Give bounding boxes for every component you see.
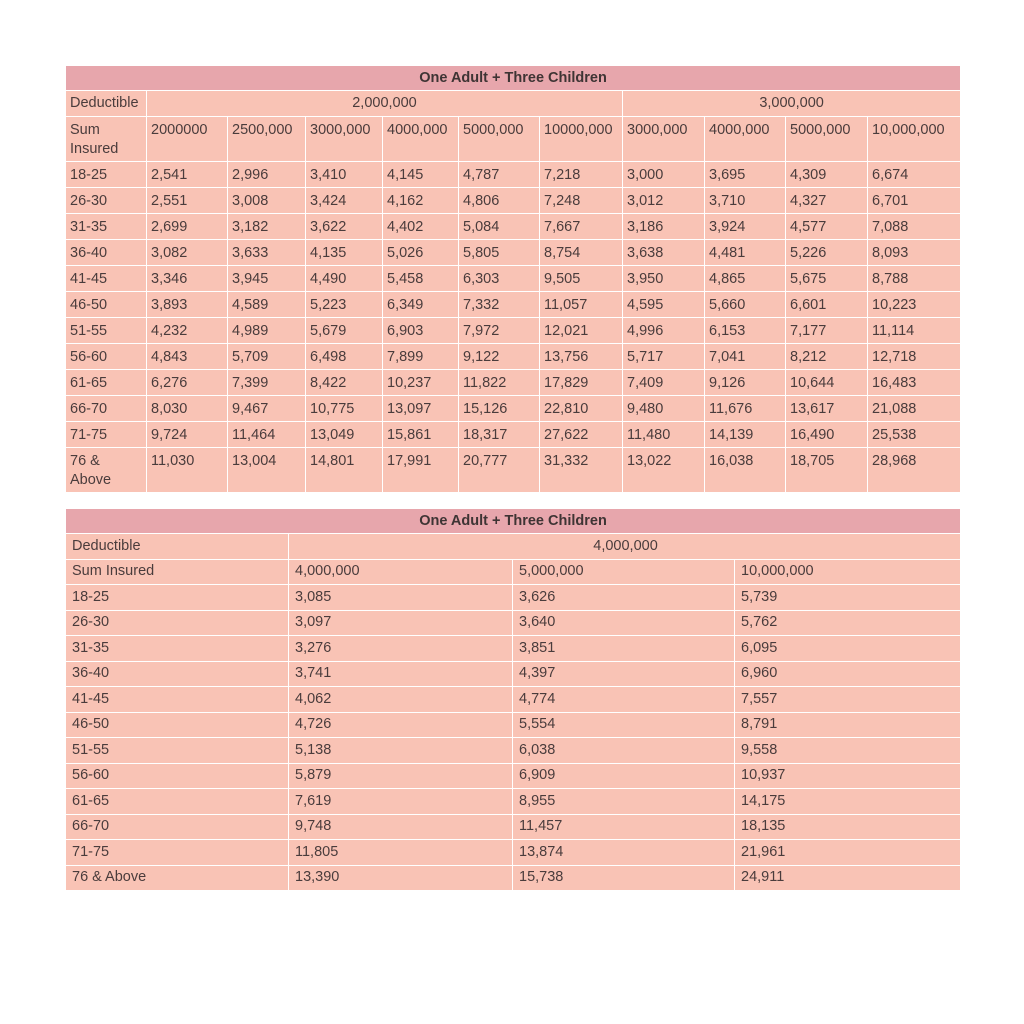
table-row	[66, 712, 961, 738]
premium-cell: 4,397	[513, 661, 735, 687]
age-band: 51-55	[66, 738, 289, 764]
premium-cell: 4,865	[705, 266, 786, 292]
premium-cell: 5,879	[289, 763, 513, 789]
premium-cell: 5,762	[735, 610, 961, 636]
age-band: 51-55	[66, 318, 147, 344]
premium-cell: 15,861	[383, 422, 459, 448]
premium-cell: 18,705	[786, 448, 868, 493]
premium-cell: 2,541	[147, 162, 228, 188]
premium-cell: 4,774	[513, 687, 735, 713]
deductible-label: Deductible	[66, 91, 147, 117]
premium-cell: 18,135	[735, 814, 961, 840]
table-row	[66, 292, 961, 318]
premium-cell: 20,777	[459, 448, 540, 493]
premium-cell: 13,617	[786, 396, 868, 422]
premium-cell: 3,622	[306, 214, 383, 240]
premium-cell: 8,212	[786, 344, 868, 370]
premium-cell: 4,402	[383, 214, 459, 240]
age-band: 46-50	[66, 712, 289, 738]
premium-cell: 11,480	[623, 422, 705, 448]
sum-insured-value: 2000000	[147, 117, 228, 162]
premium-cell: 22,810	[540, 396, 623, 422]
premium-cell: 11,805	[289, 840, 513, 866]
premium-cell: 3,276	[289, 636, 513, 662]
premium-cell: 3,695	[705, 162, 786, 188]
premium-cell: 15,126	[459, 396, 540, 422]
premium-cell: 13,097	[383, 396, 459, 422]
premium-cell: 4,787	[459, 162, 540, 188]
table-row	[66, 840, 961, 866]
age-band: 31-35	[66, 214, 147, 240]
premium-cell: 21,961	[735, 840, 961, 866]
premium-cell: 11,464	[228, 422, 306, 448]
premium-cell: 9,480	[623, 396, 705, 422]
age-band: 71-75	[66, 422, 147, 448]
premium-cell: 4,481	[705, 240, 786, 266]
premium-cell: 12,718	[868, 344, 961, 370]
table-row	[66, 448, 961, 493]
premium-cell: 3,000	[623, 162, 705, 188]
premium-cell: 12,021	[540, 318, 623, 344]
premium-cell: 10,775	[306, 396, 383, 422]
sum-insured-value: 10,000,000	[735, 559, 961, 585]
premium-cell: 3,085	[289, 585, 513, 611]
age-band: 76 & Above	[66, 448, 147, 493]
table-row	[66, 396, 961, 422]
premium-cell: 3,893	[147, 292, 228, 318]
age-band: 18-25	[66, 162, 147, 188]
age-band: 31-35	[66, 636, 289, 662]
premium-cell: 9,748	[289, 814, 513, 840]
premium-cell: 6,909	[513, 763, 735, 789]
table-row	[66, 789, 961, 815]
premium-cell: 13,022	[623, 448, 705, 493]
table-row	[66, 162, 961, 188]
premium-cell: 14,139	[705, 422, 786, 448]
deductible-value: 3,000,000	[623, 91, 961, 117]
premium-cell: 5,709	[228, 344, 306, 370]
premium-cell: 7,899	[383, 344, 459, 370]
table-row	[66, 370, 961, 396]
premium-cell: 11,457	[513, 814, 735, 840]
premium-cell: 6,095	[735, 636, 961, 662]
premium-cell: 3,710	[705, 188, 786, 214]
premium-cell: 24,911	[735, 865, 961, 891]
age-band: 41-45	[66, 266, 147, 292]
table-title: One Adult + Three Children	[66, 66, 961, 91]
premium-cell: 18,317	[459, 422, 540, 448]
premium-cell: 7,399	[228, 370, 306, 396]
premium-cell: 3,410	[306, 162, 383, 188]
age-band: 36-40	[66, 661, 289, 687]
sum-insured-value: 5,000,000	[513, 559, 735, 585]
premium-cell: 5,554	[513, 712, 735, 738]
sum-insured-value: 2500,000	[228, 117, 306, 162]
premium-cell: 8,030	[147, 396, 228, 422]
premium-cell: 7,409	[623, 370, 705, 396]
premium-cell: 7,332	[459, 292, 540, 318]
premium-cell: 8,754	[540, 240, 623, 266]
premium-cell: 8,093	[868, 240, 961, 266]
premium-cell: 3,633	[228, 240, 306, 266]
premium-cell: 13,874	[513, 840, 735, 866]
premium-cell: 14,175	[735, 789, 961, 815]
age-band: 71-75	[66, 840, 289, 866]
premium-cell: 4,490	[306, 266, 383, 292]
premium-cell: 11,057	[540, 292, 623, 318]
age-band: 66-70	[66, 396, 147, 422]
premium-cell: 7,972	[459, 318, 540, 344]
table-row	[66, 610, 961, 636]
premium-cell: 3,924	[705, 214, 786, 240]
premium-cell: 5,675	[786, 266, 868, 292]
premium-cell: 5,226	[786, 240, 868, 266]
premium-cell: 4,589	[228, 292, 306, 318]
premium-cell: 6,349	[383, 292, 459, 318]
sum-insured-value: 4000,000	[383, 117, 459, 162]
table-row	[66, 318, 961, 344]
age-band: 56-60	[66, 763, 289, 789]
premium-cell: 3,638	[623, 240, 705, 266]
premium-cell: 13,390	[289, 865, 513, 891]
premium-cell: 6,038	[513, 738, 735, 764]
premium-cell: 5,739	[735, 585, 961, 611]
premium-cell: 13,756	[540, 344, 623, 370]
premium-cell: 3,626	[513, 585, 735, 611]
premium-cell: 5,805	[459, 240, 540, 266]
age-band: 46-50	[66, 292, 147, 318]
sum-insured-value: 4000,000	[705, 117, 786, 162]
premium-cell: 4,726	[289, 712, 513, 738]
premium-cell: 7,248	[540, 188, 623, 214]
age-band: 76 & Above	[66, 865, 289, 891]
premium-cell: 6,498	[306, 344, 383, 370]
table-row	[66, 763, 961, 789]
premium-cell: 5,026	[383, 240, 459, 266]
premium-cell: 5,717	[623, 344, 705, 370]
premium-cell: 6,303	[459, 266, 540, 292]
sum-insured-value: 5000,000	[786, 117, 868, 162]
premium-cell: 13,004	[228, 448, 306, 493]
premium-cell: 4,577	[786, 214, 868, 240]
premium-cell: 7,557	[735, 687, 961, 713]
premium-cell: 6,903	[383, 318, 459, 344]
premium-cell: 9,467	[228, 396, 306, 422]
premium-cell: 7,667	[540, 214, 623, 240]
premium-cell: 9,724	[147, 422, 228, 448]
premium-cell: 11,114	[868, 318, 961, 344]
premium-cell: 3,008	[228, 188, 306, 214]
sum-insured-value: 10000,000	[540, 117, 623, 162]
age-band: 66-70	[66, 814, 289, 840]
age-band: 56-60	[66, 344, 147, 370]
age-band: 26-30	[66, 610, 289, 636]
table-row	[66, 240, 961, 266]
table-row	[66, 814, 961, 840]
premium-cell: 16,483	[868, 370, 961, 396]
premium-cell: 5,660	[705, 292, 786, 318]
premium-cell: 7,619	[289, 789, 513, 815]
age-band: 36-40	[66, 240, 147, 266]
premium-cell: 4,996	[623, 318, 705, 344]
premium-cell: 7,218	[540, 162, 623, 188]
sum-insured-value: 4,000,000	[289, 559, 513, 585]
table-row	[66, 188, 961, 214]
age-band: 61-65	[66, 370, 147, 396]
premium-cell: 6,276	[147, 370, 228, 396]
sum-insured-value: 10,000,000	[868, 117, 961, 162]
table-row	[66, 865, 961, 891]
premium-cell: 5,138	[289, 738, 513, 764]
premium-cell: 4,232	[147, 318, 228, 344]
premium-cell: 7,041	[705, 344, 786, 370]
premium-cell: 5,084	[459, 214, 540, 240]
premium-cell: 3,950	[623, 266, 705, 292]
premium-cell: 9,126	[705, 370, 786, 396]
premium-cell: 3,741	[289, 661, 513, 687]
premium-cell: 2,996	[228, 162, 306, 188]
sum-insured-label: Sum Insured	[66, 117, 147, 162]
table-row	[66, 266, 961, 292]
premium-cell: 4,806	[459, 188, 540, 214]
deductible-value: 2,000,000	[147, 91, 623, 117]
premium-cell: 3,097	[289, 610, 513, 636]
premium-cell: 17,991	[383, 448, 459, 493]
premium-cell: 5,458	[383, 266, 459, 292]
premium-cell: 3,182	[228, 214, 306, 240]
premium-cell: 14,801	[306, 448, 383, 493]
deductible-label: Deductible	[66, 534, 289, 560]
premium-cell: 3,851	[513, 636, 735, 662]
table-row	[66, 661, 961, 687]
premium-cell: 4,309	[786, 162, 868, 188]
premium-cell: 8,788	[868, 266, 961, 292]
premium-cell: 4,843	[147, 344, 228, 370]
sum-insured-value: 3000,000	[623, 117, 705, 162]
table-row	[66, 422, 961, 448]
premium-cell: 2,551	[147, 188, 228, 214]
premium-cell: 3,424	[306, 188, 383, 214]
premium-cell: 9,558	[735, 738, 961, 764]
premium-cell: 10,937	[735, 763, 961, 789]
premium-cell: 3,945	[228, 266, 306, 292]
table-row	[66, 344, 961, 370]
premium-cell: 13,049	[306, 422, 383, 448]
premium-cell: 4,145	[383, 162, 459, 188]
premium-cell: 3,186	[623, 214, 705, 240]
premium-cell: 28,968	[868, 448, 961, 493]
premium-cell: 5,679	[306, 318, 383, 344]
premium-cell: 4,162	[383, 188, 459, 214]
premium-cell: 11,822	[459, 370, 540, 396]
table-row	[66, 214, 961, 240]
premium-cell: 6,701	[868, 188, 961, 214]
sum-insured-value: 3000,000	[306, 117, 383, 162]
premium-cell: 3,346	[147, 266, 228, 292]
premium-cell: 9,122	[459, 344, 540, 370]
premium-cell: 11,676	[705, 396, 786, 422]
premium-cell: 5,223	[306, 292, 383, 318]
premium-cell: 21,088	[868, 396, 961, 422]
premium-cell: 3,082	[147, 240, 228, 266]
age-band: 18-25	[66, 585, 289, 611]
premium-cell: 6,960	[735, 661, 961, 687]
premium-cell: 3,640	[513, 610, 735, 636]
premium-cell: 27,622	[540, 422, 623, 448]
premium-cell: 4,327	[786, 188, 868, 214]
premium-cell: 31,332	[540, 448, 623, 493]
premium-cell: 7,177	[786, 318, 868, 344]
premium-cell: 3,012	[623, 188, 705, 214]
premium-cell: 8,955	[513, 789, 735, 815]
table-row	[66, 636, 961, 662]
premium-cell: 25,538	[868, 422, 961, 448]
premium-cell: 16,490	[786, 422, 868, 448]
premium-cell: 17,829	[540, 370, 623, 396]
premium-cell: 8,422	[306, 370, 383, 396]
premium-cell: 4,135	[306, 240, 383, 266]
premium-cell: 10,237	[383, 370, 459, 396]
premium-cell: 15,738	[513, 865, 735, 891]
sum-insured-value: 5000,000	[459, 117, 540, 162]
premium-cell: 6,674	[868, 162, 961, 188]
table-title: One Adult + Three Children	[66, 509, 961, 534]
premium-cell: 10,644	[786, 370, 868, 396]
deductible-value: 4,000,000	[289, 534, 961, 560]
premium-cell: 6,153	[705, 318, 786, 344]
premium-cell: 2,699	[147, 214, 228, 240]
premium-cell: 9,505	[540, 266, 623, 292]
premium-table-deductible-4m	[65, 508, 961, 891]
age-band: 41-45	[66, 687, 289, 713]
table-row	[66, 687, 961, 713]
premium-cell: 4,595	[623, 292, 705, 318]
premium-cell: 10,223	[868, 292, 961, 318]
sum-insured-label: Sum Insured	[66, 559, 289, 585]
premium-cell: 16,038	[705, 448, 786, 493]
premium-cell: 6,601	[786, 292, 868, 318]
age-band: 26-30	[66, 188, 147, 214]
premium-table-deductible-2m-3m	[65, 65, 961, 493]
age-band: 61-65	[66, 789, 289, 815]
premium-cell: 11,030	[147, 448, 228, 493]
premium-cell: 4,989	[228, 318, 306, 344]
premium-cell: 7,088	[868, 214, 961, 240]
table-row	[66, 585, 961, 611]
premium-cell: 8,791	[735, 712, 961, 738]
table-row	[66, 738, 961, 764]
premium-cell: 4,062	[289, 687, 513, 713]
